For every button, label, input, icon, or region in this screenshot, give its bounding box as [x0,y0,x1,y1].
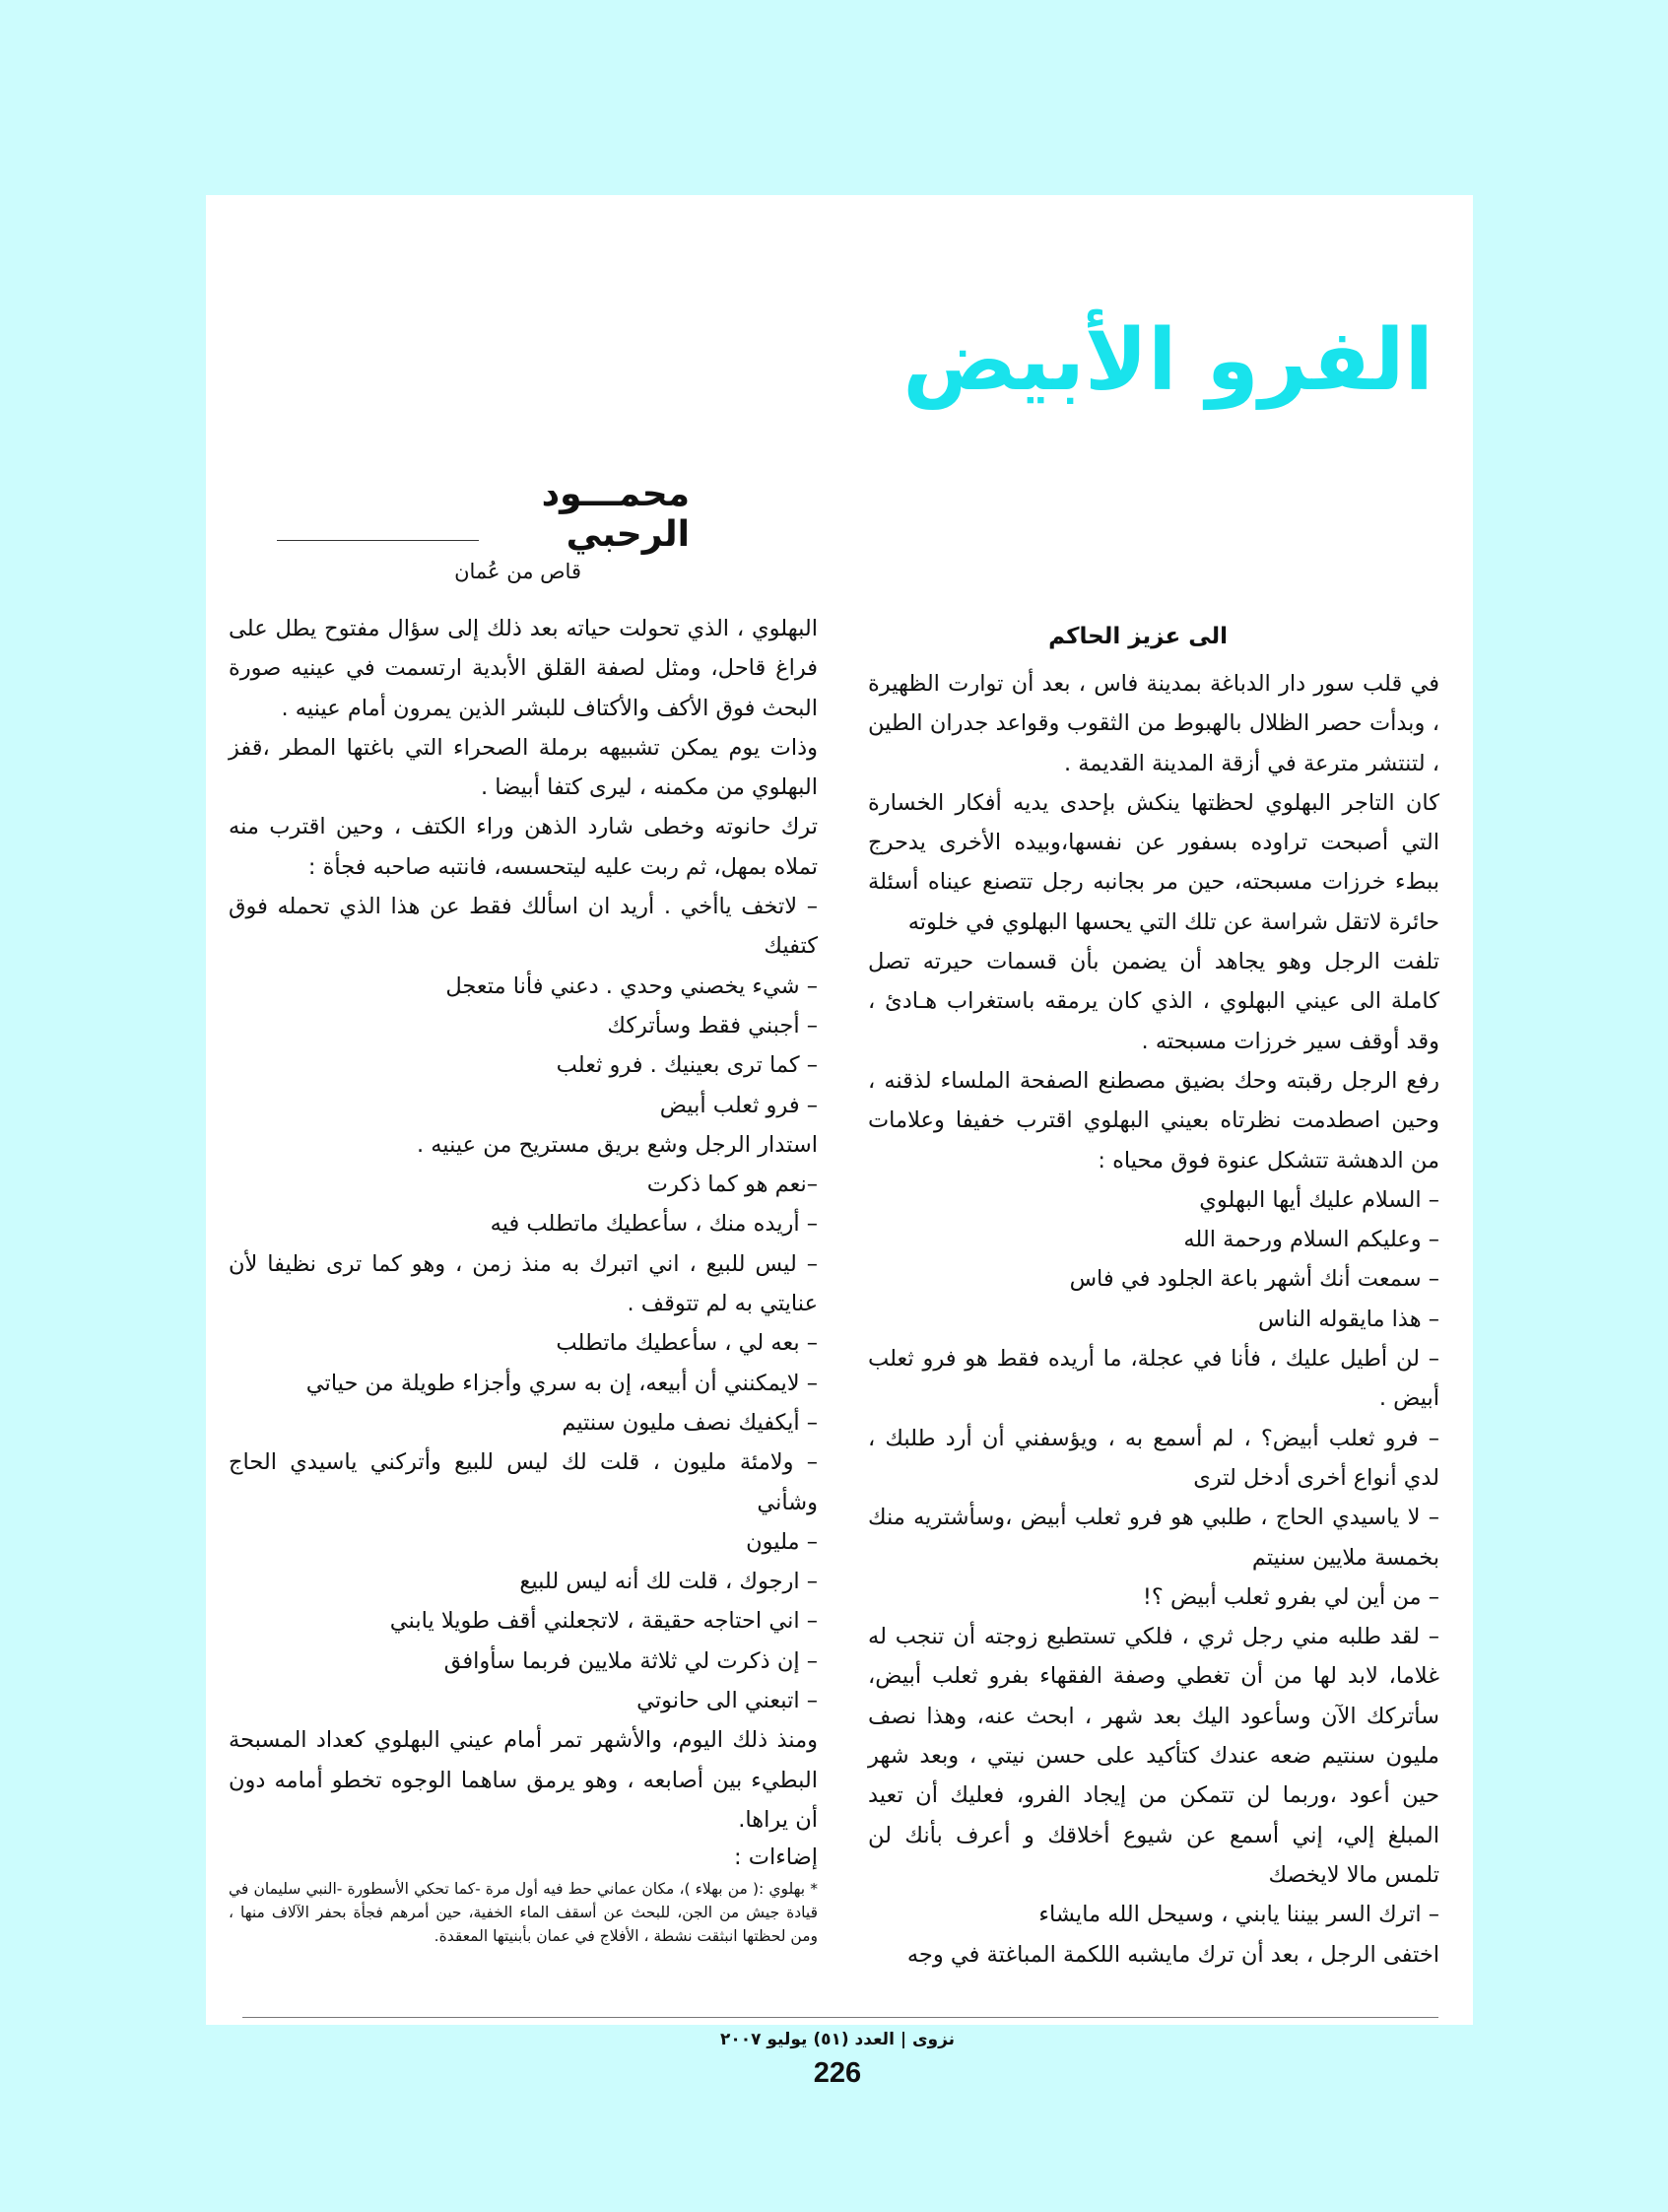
dialogue-line: – وعليكم السلام ورحمة الله [1183,1227,1439,1253]
paragraph: في قلب سور دار الدباغة بمدينة فاس ، بعد أن توارت الظهيرة ، وبدأت حصر الظلال بالهبوط من الثقوب وقواعد جدران الطين ، لتنتشر مترعة في أزقة المدينة القديمة . [868,671,1439,776]
dialogue-line: – لايمكنني أن أبيعه، إن به سري وأجزاء طويلة من حياتي [305,1370,818,1396]
paragraph: كان التاجر البهلوي لحظتها ينكش بإحدى يديه أفكار الخسارة التي أصبحت تراوده بسفور عن نفسها،وبيده الأخرى يدحرج ببطء خرزات مسبحته، حين مر بجانبه رجل تتصنع عيناه أسئلة حائرة لاتقل شراسة عن تلك التي يحسها البهلوي في خلوته [868,789,1439,935]
dialogue-line: – كما ترى بعينيك . فرو ثعلب [556,1052,818,1079]
dialogue-line: – أجبني فقط وسأتركك [607,1012,818,1039]
issue-info: نزوى | العدد (٥١) يوليو ٢٠٠٧ [719,2030,956,2049]
dialogue-line: – أيكفيك نصف مليون سنتيم [562,1409,818,1436]
dialogue-line: – ارجوك ، قلت لك أنه ليس للبيع [519,1569,818,1595]
dialogue-line: – ليس للبيع ، اني اتبرك به منذ زمن ، وهو كما ترى نظيفا لأن عنايتي به لم تتوقف . [229,1250,818,1317]
dialogue-line: – لقد طلبه مني رجل ثري ، فلكي تستطيع زوجته أن تنجب له غلاما، لابد لها من أن تغطي وصفة الفقهاء بفرو ثعلب أبيض، سأتركك الآن وسأعود اليك بعد شهر ، ابحث عنه، وهذا نصف مليون سنتيم ضعه عندك كتأكيد على حسن نيتي ، وبعد شهر حين أعود ،وربما لن تتمكن من إيجاد الفرو، فعليك أن تعيد المبلغ إلي، إني أسمع عن شيوع أخلاقك و أعرف بأنك لن تلمس مالا لايخصك [868,1624,1439,1888]
dialogue-line: – مليون [746,1528,818,1555]
paragraph: رفع الرجل رقبته وحك بضيق مصطنع الصفحة الملساء لذقنه ، وحين اصطدمت نظرتاه بعيني البهلوي اقترب خفيفا وعلامات من الدهشة تتشكل عنوة فوق محياه : [868,1067,1439,1173]
dialogue-line: –نعم هو كما ذكرت [646,1172,818,1198]
author-name: محمـــود الرحبي [541,474,690,555]
paragraph: اختفى الرجل ، بعد أن ترك مايشبه اللكمة المباغتة في وجه [906,1941,1439,1968]
dialogue-line: – من أين لي بفرو ثعلب أبيض ؟! [1142,1583,1439,1610]
article-title: الفرو الأبيض [902,311,1434,410]
page-sheet [206,195,1473,2025]
text-column-right [868,617,1439,1975]
paragraph: ترك حانوته وخطى شارد الذهن وراء الكتف ، وحين اقترب منه تملاه بمهل، ثم ربت عليه ليتحسسه، فانتبه صاحبه فجأة : [229,814,818,880]
dialogue-line: – اترك السر بيننا يابني ، وسيحل الله مايشاء [1038,1902,1439,1928]
dialogue-line: – هذا مايقوله الناس [1258,1306,1439,1332]
dialogue-line: – أريده منك ، سأعطيك ماتطلب فيه [490,1211,818,1238]
dialogue-line: – فرو ثعلب أبيض [659,1092,818,1118]
author-origin: قاص من عُمان [454,560,581,583]
page-number: 226 [813,2057,862,2089]
footer-divider [242,2017,1438,2018]
author-divider [277,540,479,541]
dialogue-line: – فرو ثعلب أبيض؟ ، لم أسمع به ، ويؤسفني أن أرد طلبك ، لدي أنواع أخرى أدخل لترى [868,1425,1439,1491]
dialogue-line: – لا ياسيدي الحاج ، طلبي هو فرو ثعلب أبيض ،وسأشتريه منك بخمسة ملايين سنيتم [868,1505,1439,1571]
dialogue-line: – شيء يخصني وحدي . دعني فأنا متعجل [445,972,818,999]
paragraph: تلفت الرجل وهو يجاهد أن يضمن بأن قسمات حيرته تصل كاملة الى عيني البهلوي ، الذي كان يرمقه باستغراب هـادئ ، وقد أوقف سير خرزات مسبحته . [868,949,1439,1054]
paragraph: البهلوي ، الذي تحولت حياته بعد ذلك إلى سؤال مفتوح يطل على فراغ قاحل، ومثل لصفة القلق الأبدية ارتسمت في عينيه صورة البحث فوق الأكف والأكتاف للبشر الذين يمرون أمام عينيه . [229,616,818,721]
dialogue-line: – إن ذكرت لي ثلاثة ملايين فربما سأوافق [443,1647,818,1674]
dialogue-line: – اتبعني الى حانوتي [636,1688,818,1714]
dialogue-line: – اني احتاجه حقيقة ، لاتجعلني أقف طويلا يابني [389,1608,818,1635]
text-column-left [229,609,818,1948]
paragraph: وذات يوم يمكن تشبيهه برملة الصحراء التي باغتها المطر ،قفز البهلوي من مكمنه ، ليرى كتفا أبيضا . [229,734,818,801]
notes-heading: إضاءات : [734,1844,818,1871]
paragraph: استدار الرجل وشع بريق مستريح من عينيه . [416,1131,818,1158]
footnote: * بهلوي :( من بهلاء )، مكان عماني حط فيه أول مرة -كما تحكي الأسطورة -النبي سليمان في قيادة جيش من الجن، للبحث عن أسقف الماء الخفية، حين أمرهم فجأة بحفر الآلاف منها ، ومن لحظتها انبثقت نشطة ، الأفلاج في عمان بأبنيتها المعقدة. [229,1880,818,1946]
dialogue-line: – ولامئة مليون ، قلت لك ليس للبيع وأتركني ياسيدي الحاج وشأني [229,1449,818,1515]
dialogue-line: – سمعت أنك أشهر باعة الجلود في فاس [1069,1266,1439,1293]
paragraph: ومنذ ذلك اليوم، والأشهر تمر أمام عيني البهلوي كعداد المسبحة البطيء بين أصابعه ، وهو يرمق ساهما الوجوه تخطو أمامه دون أن يراها. [229,1727,818,1833]
dialogue-line: – بعه لي ، سأعطيك ماتطلب [556,1330,818,1357]
dedication-heading: الى عزيز الحاكم [1048,624,1228,649]
dialogue-line: – السلام عليك أيها البهلوي [1199,1186,1439,1213]
dialogue-line: – لاتخف ياأخي . أريد ان اسألك فقط عن هذا الذي تحمله فوق كتفيك [229,894,818,960]
dialogue-line: – لن أطيل عليك ، فأنا في عجلة، ما أريده فقط هو فرو ثعلب أبيض . [868,1346,1439,1412]
